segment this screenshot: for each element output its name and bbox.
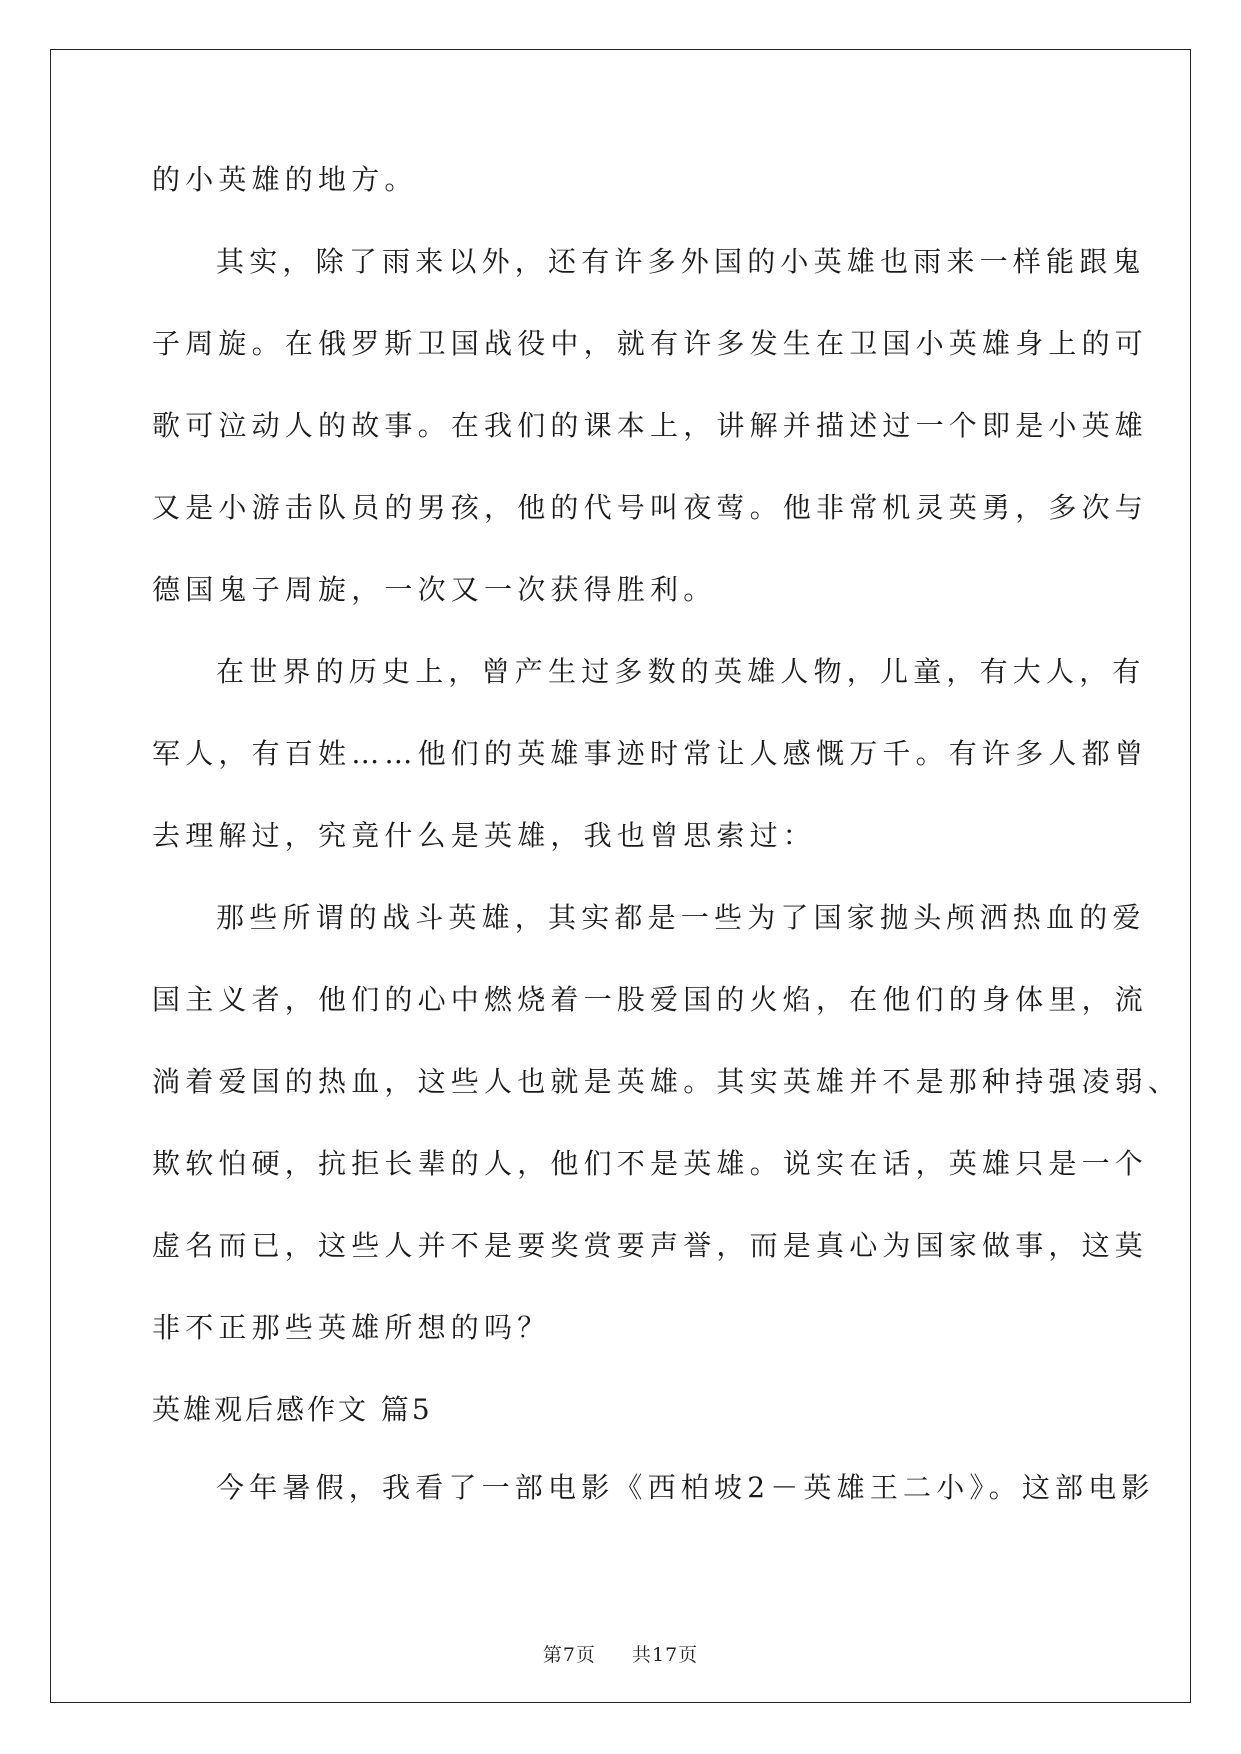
text-line: 欺软怕硬，抗拒长辈的人，他们不是英雄。说实在话，英雄只是一个 [152,1147,1149,1180]
page-footer [0,1640,1241,1667]
text-line: 歌可泣动人的故事。在我们的课本上，讲解并描述过一个即是小英雄 [152,409,1149,442]
paragraph-start-line: 在世界的历史上，曾产生过多数的英雄人物，儿童，有大人，有 [216,655,1146,688]
text-line: 去理解过，究竟什么是英雄，我也曾思索过： [152,819,817,852]
text-line: 又是小游击队员的男孩，他的代号叫夜莺。他非常机灵英勇，多次与 [152,491,1149,524]
text-line: 的小英雄的地方。 [152,163,418,196]
page-number: 第7页 [542,1644,596,1666]
total-pages: 共17页 [632,1644,699,1666]
text-line: 非不正那些英雄所想的吗？ [152,1311,551,1344]
paragraph-start-line: 那些所谓的战斗英雄，其实都是一些为了国家抛头颅洒热血的爱 [216,901,1146,934]
text-line: 德国鬼子周旋，一次又一次获得胜利。 [152,573,717,606]
text-line: 虚名而已，这些人并不是要奖赏要声誉，而是真心为国家做事，这莫 [152,1229,1149,1262]
paragraph-start-line: 今年暑假，我看了一部电影《西柏坡2－英雄王二小》。这部电影 [216,1471,1155,1504]
paragraph-start-line: 其实，除了雨来以外，还有许多外国的小英雄也雨来一样能跟鬼 [216,245,1146,278]
text-line: 国主义者，他们的心中燃烧着一股爱国的火焰，在他们的身体里，流 [152,983,1149,1016]
text-line: 军人，有百姓……他们的英雄事迹时常让人感慨万千。有许多人都曾 [152,737,1149,770]
document-body [152,160,1182,1550]
text-line: 子周旋。在俄罗斯卫国战役中，就有许多发生在卫国小英雄身上的可 [152,327,1149,360]
section-heading: 英雄观后感作文 篇5 [152,1393,433,1426]
text-line: 淌着爱国的热血，这些人也就是英雄。其实英雄并不是那种持强凌弱、 [152,1065,1182,1098]
